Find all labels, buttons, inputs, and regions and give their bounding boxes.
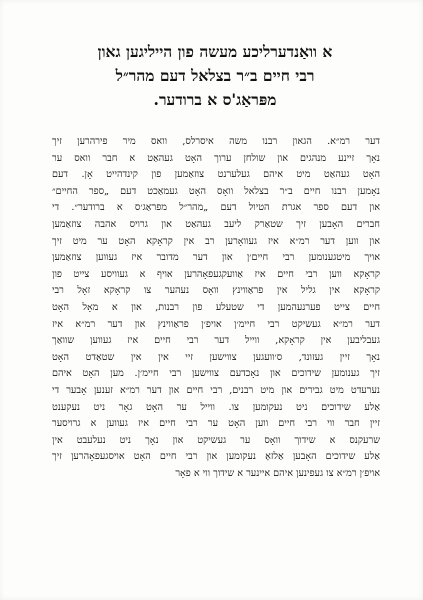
text-line: חברים האָבען זיך שטאַרק ליעב געהאַט און גרויס אהבה צוזאַמען	[52, 218, 380, 230]
text-line: אויפ׳ן רמ״א צו געפינען איהם איינער א שידוך ווי א פאָר	[175, 467, 380, 479]
text-line: חיים צייט פערנעהמען די שטעלע פון רבנות, און א מאָל האָט	[52, 301, 380, 313]
text-line: האָט געהאַט מיט איהם געלערנט צוזאַמען פון קינדהייט אָן. דעם	[52, 169, 380, 181]
text-line: אַלע שידוכים ניט נעקומען צו. ווייל ער האָט גאָר ניט נעקענט	[52, 401, 380, 413]
text-line: געבליבען אין קראָקא, ווייל דער רבי חיים איז געווען שוואַך	[52, 335, 380, 347]
heading-line-2: רבי חיים ב״ר בצלאל דעם מהר״ל	[115, 66, 315, 85]
text-line: נאָמען רבנו חיים ב״ר בצלאל וואָס האָט געמאַכט דעם „ספר החיים״	[52, 185, 380, 197]
chapter-heading	[50, 40, 380, 112]
text-line: דער רמ״א געשיקט רבי חיימ׳ן אויפ׳ן פראַווינץ און דער רמ״א איז	[52, 318, 380, 330]
text-line: שרעקנס א שידוך וואָס ער געשיקט און נאָך ניט נעלעבט אין	[52, 434, 380, 446]
text-line: און ווען דער רמ״א איז געוואָרען רב אין קראָקא האָט ער מיט זיך	[52, 235, 380, 247]
text-line: נאָך זיין געזונד, ס׳וועגען צווישען זיי אין אין שטאַדט האָט	[52, 351, 380, 363]
text-line: נאָך זיינע מנהגים און שולחן ערוך האָט געהאַט א חבר וואס ער	[52, 152, 380, 164]
text-line: אַלע שידוכים האָבען אַלזאָ נעקומען און רבי חיים האָט אויסגעפאָהרען זיך	[52, 451, 380, 463]
text-line: זיין חבר ווי רבי חיים ווען האָט ער רבי חיים איז געווען א גרויסער	[52, 418, 380, 430]
text-line: אויך מיטגענומען רבי חיים׳ן און דער מדובר איז געווען צוזאַמען	[52, 252, 380, 264]
text-line: זיך גענומען שידוכים און נאָכדעם צווישען רבי חיימ׳ן. מען האָט איהם	[52, 368, 380, 380]
text-line: קראָקא אין גליל אין פראַווינץ וואָס נעהער צו קראָקא זאָל רבי	[52, 285, 380, 297]
body-paragraph	[52, 134, 380, 482]
text-line: נערעדט מיט גבירים און מיט רבנים, רבי חיים און דער רמ״א זענען אָבער די	[52, 384, 380, 396]
heading-line-3: מפּראַג'ס א ברודער.	[153, 90, 277, 109]
text-line: קראָקא ווען רבי חיים איז אַוועקגעפאָהרען אויף א געוויסע צייט פון	[52, 268, 380, 280]
heading-line-1: א וואַנדערליכע מעשה פון הייליגען גאון	[97, 42, 333, 61]
text-line: דער רמ״א. הגאון רבנו משה איסרלס, וואס מיר פירהרען זיך	[52, 136, 380, 147]
text-line: און דעם ספר אגרת הטיול דעם „מהר״ל מפראַג׳ס א ברודער״. די	[52, 202, 380, 214]
